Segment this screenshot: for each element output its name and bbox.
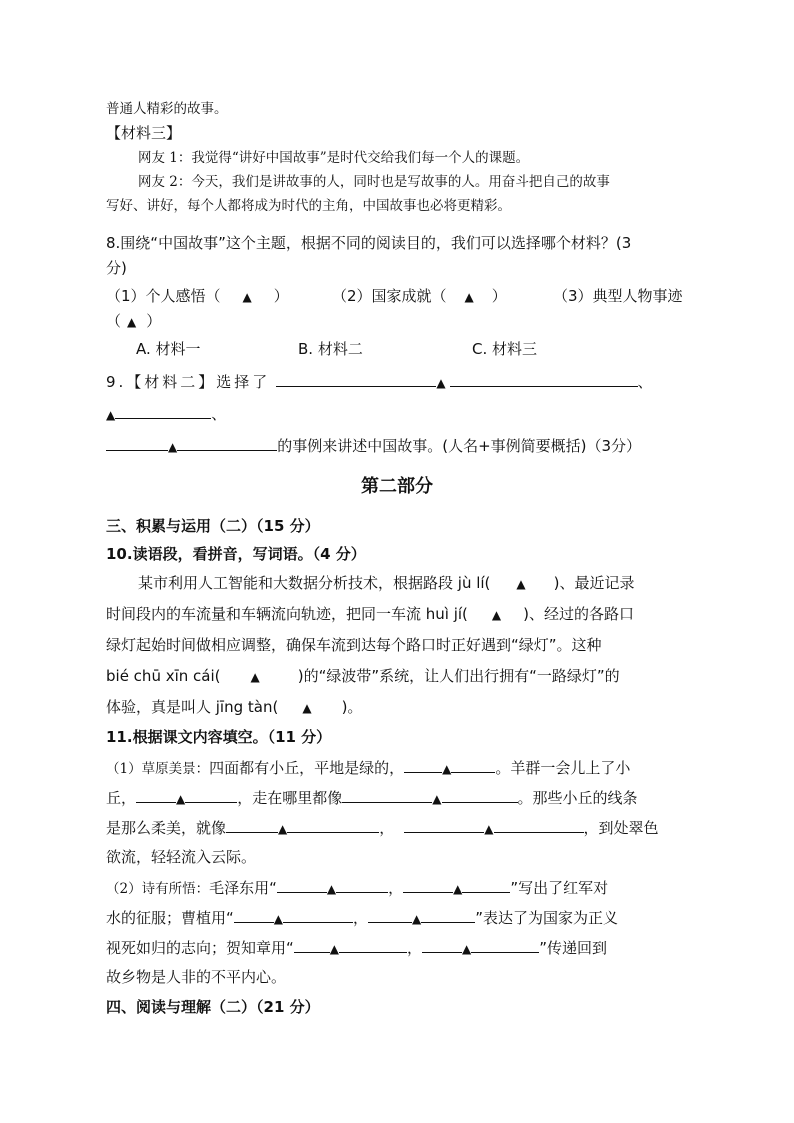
- q10-text: 某市利用人工智能和大数据分析技术，根据路段 jù lí(: [138, 574, 491, 592]
- answer-blank[interactable]: [287, 816, 379, 833]
- q10-line1: [138, 572, 635, 595]
- q11-line3: [106, 816, 659, 840]
- q8-item1: [106, 285, 289, 308]
- q10-text: )、经过的各路口: [523, 605, 635, 623]
- q8-item2-label: （2）国家成就（: [332, 287, 447, 305]
- q11-text: 四面都有小丘，平地是绿的，: [209, 759, 405, 777]
- q11-text: 水的征服；曹植用“: [106, 909, 234, 927]
- q8-option-b: B. 材料二: [298, 340, 363, 358]
- q11-text: ，: [388, 879, 404, 897]
- q11-text: 毛泽东用“: [209, 879, 277, 897]
- answer-triangle-icon: ▲: [329, 942, 340, 956]
- netizen2-text-line1: 网友 2：今天，我们是讲故事的人，同时也是写故事的人。用奋斗把自己的故事: [138, 174, 610, 190]
- answer-blank[interactable]: [136, 786, 176, 803]
- q10-text: 时间段内的车流量和车辆流向轨迹，把同一车流 huì jí(: [106, 605, 468, 623]
- answer-blank[interactable]: [421, 906, 475, 923]
- q8-item1-close: ）: [273, 287, 289, 305]
- answer-blank[interactable]: [404, 756, 442, 773]
- answer-triangle-icon: ▲: [412, 912, 422, 926]
- q11-line1: [106, 756, 630, 780]
- answer-blank[interactable]: [368, 906, 412, 923]
- answer-triangle-icon: ▲: [326, 882, 337, 896]
- q10-text: bié chū xīn cái(: [106, 667, 221, 685]
- prev-material-tail: 普通人精彩的故事。: [106, 101, 228, 117]
- q10-title: 10.读语段，看拼音，写词语。（4 分）: [106, 545, 366, 563]
- q11-line6: [106, 906, 618, 930]
- answer-triangle-icon: ▲: [273, 912, 284, 926]
- answer-triangle-icon: ▲: [176, 792, 186, 806]
- part2-title: 第二部分: [361, 476, 433, 497]
- q11-line7: [106, 936, 607, 960]
- netizen2-text-line2: 写好、讲好，每个人都将成为时代的主角，中国故事也必将更精彩。: [106, 198, 511, 214]
- answer-blank[interactable]: [115, 402, 211, 419]
- q8-option-a: A. 材料一: [136, 340, 201, 358]
- q11-text: ”写出了红军对: [510, 879, 609, 897]
- answer-triangle-icon: ▲: [302, 701, 312, 715]
- q8-item1-label: （1）个人感悟（: [106, 287, 221, 305]
- q9-tail: 的事例来讲述中国故事。(人名+事例简要概括)（3分）: [277, 437, 642, 455]
- answer-blank[interactable]: [283, 906, 353, 923]
- answer-blank[interactable]: [106, 434, 168, 451]
- answer-triangle-icon: ▲: [278, 822, 288, 836]
- q11-subtitle: （2）诗有所悟：: [106, 881, 210, 897]
- answer-blank[interactable]: [342, 786, 432, 803]
- netizen1-text: 网友 1：我觉得“讲好中国故事”是时代交给我们每一个人的课题。: [138, 150, 530, 166]
- q10-line2: [106, 603, 634, 626]
- q11-text: ，: [379, 819, 395, 837]
- q10-line4: [106, 665, 620, 688]
- q8-stem-line1: 8.围绕“中国故事”这个主题，根据不同的阅读目的，我们可以选择哪个材料？(3: [106, 234, 632, 252]
- answer-blank[interactable]: [294, 936, 330, 953]
- q11-title: 11.根据课文内容填空。（11 分）: [106, 728, 332, 746]
- q11-text: 。羊群一会儿上了小: [495, 759, 631, 777]
- q11-line8: 故乡物是人非的不平内心。: [106, 968, 287, 986]
- answer-triangle-icon: ▲: [250, 670, 260, 684]
- answer-blank[interactable]: [336, 876, 388, 893]
- q9-separator: 、: [211, 405, 227, 423]
- q10-text: 体验，真是叫人 jīng tàn(: [106, 698, 279, 716]
- answer-triangle-icon: ▲: [106, 408, 116, 422]
- answer-triangle-icon: ▲: [491, 608, 502, 622]
- q11-text: 。那些小丘的线条: [517, 789, 638, 807]
- answer-triangle-icon: ▲: [453, 882, 463, 896]
- q11-text: ，: [407, 939, 423, 957]
- answer-blank[interactable]: [277, 876, 327, 893]
- q11-line2: [106, 786, 638, 810]
- answer-triangle-icon: ▲: [516, 577, 526, 591]
- q9-separator: 、: [637, 373, 653, 391]
- answer-blank[interactable]: [276, 370, 436, 387]
- answer-blank[interactable]: [339, 936, 407, 953]
- q8-item3: [553, 285, 683, 307]
- answer-blank[interactable]: [404, 816, 484, 833]
- answer-blank[interactable]: [442, 786, 518, 803]
- q11-text: 是那么柔美，就像: [106, 819, 227, 837]
- answer-triangle-icon: ▲: [127, 315, 137, 329]
- q8-item2-close: ）: [491, 287, 507, 305]
- answer-triangle-icon: ▲: [464, 290, 474, 304]
- q10-line5: [106, 696, 362, 719]
- answer-blank[interactable]: [177, 434, 277, 451]
- answer-blank[interactable]: [450, 370, 638, 387]
- q8-item3-close: ）: [146, 312, 162, 330]
- q11-text: ”传递回到: [539, 939, 608, 957]
- answer-triangle-icon: ▲: [462, 942, 472, 956]
- q11-line4: 欲流，轻轻流入云际。: [106, 848, 257, 866]
- q11-text: 视死如归的志向；贺知章用“: [106, 939, 294, 957]
- answer-triangle-icon: ▲: [484, 822, 494, 836]
- q10-text: )、最近记录: [553, 574, 635, 592]
- q9-stem: 9.【材料二】选择了: [106, 373, 271, 391]
- section3-heading: 三、积累与运用（二）（15 分）: [106, 517, 320, 535]
- answer-triangle-icon: ▲: [242, 290, 252, 304]
- answer-blank[interactable]: [471, 936, 539, 953]
- q8-item2: [332, 285, 507, 308]
- answer-blank[interactable]: [462, 876, 510, 893]
- material3-heading: 【材料三】: [106, 124, 182, 142]
- q8-item3-answer: [106, 310, 161, 333]
- answer-blank[interactable]: [451, 756, 495, 773]
- answer-triangle-icon: ▲: [442, 762, 452, 776]
- q9-line2: [106, 402, 226, 426]
- q9-line3: [106, 434, 641, 458]
- q10-text: )的“绿波带”系统，让人们出行拥有“一路绿灯”的: [297, 667, 620, 685]
- q10-text: )。: [341, 698, 363, 716]
- answer-blank[interactable]: [234, 906, 274, 923]
- answer-triangle-icon: ▲: [436, 376, 446, 390]
- answer-blank[interactable]: [422, 936, 462, 953]
- answer-blank[interactable]: [185, 786, 237, 803]
- q11-subtitle: （1）草原美景：: [106, 761, 210, 777]
- answer-triangle-icon: ▲: [168, 440, 178, 454]
- q9-line1: [106, 370, 653, 394]
- q8-option-c: C. 材料三: [472, 340, 538, 358]
- q11-text: ，走在哪里都像: [237, 789, 343, 807]
- section4-heading: 四、阅读与理解（二）（21 分）: [106, 998, 320, 1016]
- q11-text: 丘，: [106, 789, 137, 807]
- answer-blank[interactable]: [494, 816, 584, 833]
- q11-text: ，到处翠色: [583, 819, 659, 837]
- answer-blank[interactable]: [226, 816, 278, 833]
- q8-item3-label: （3）典型人物事迹: [553, 287, 683, 305]
- q10-line3: 绿灯起始时间做相应调整，确保车流到达每个路口时正好遇到“绿灯”。这种: [106, 636, 602, 654]
- q11-text: ”表达了为国家为正义: [475, 909, 619, 927]
- q8-item3-open: （: [106, 312, 122, 330]
- answer-blank[interactable]: [403, 876, 453, 893]
- answer-triangle-icon: ▲: [432, 792, 442, 806]
- q11-line5: [106, 876, 608, 900]
- q8-stem-line2: 分): [106, 259, 127, 277]
- q11-text: ，: [353, 909, 369, 927]
